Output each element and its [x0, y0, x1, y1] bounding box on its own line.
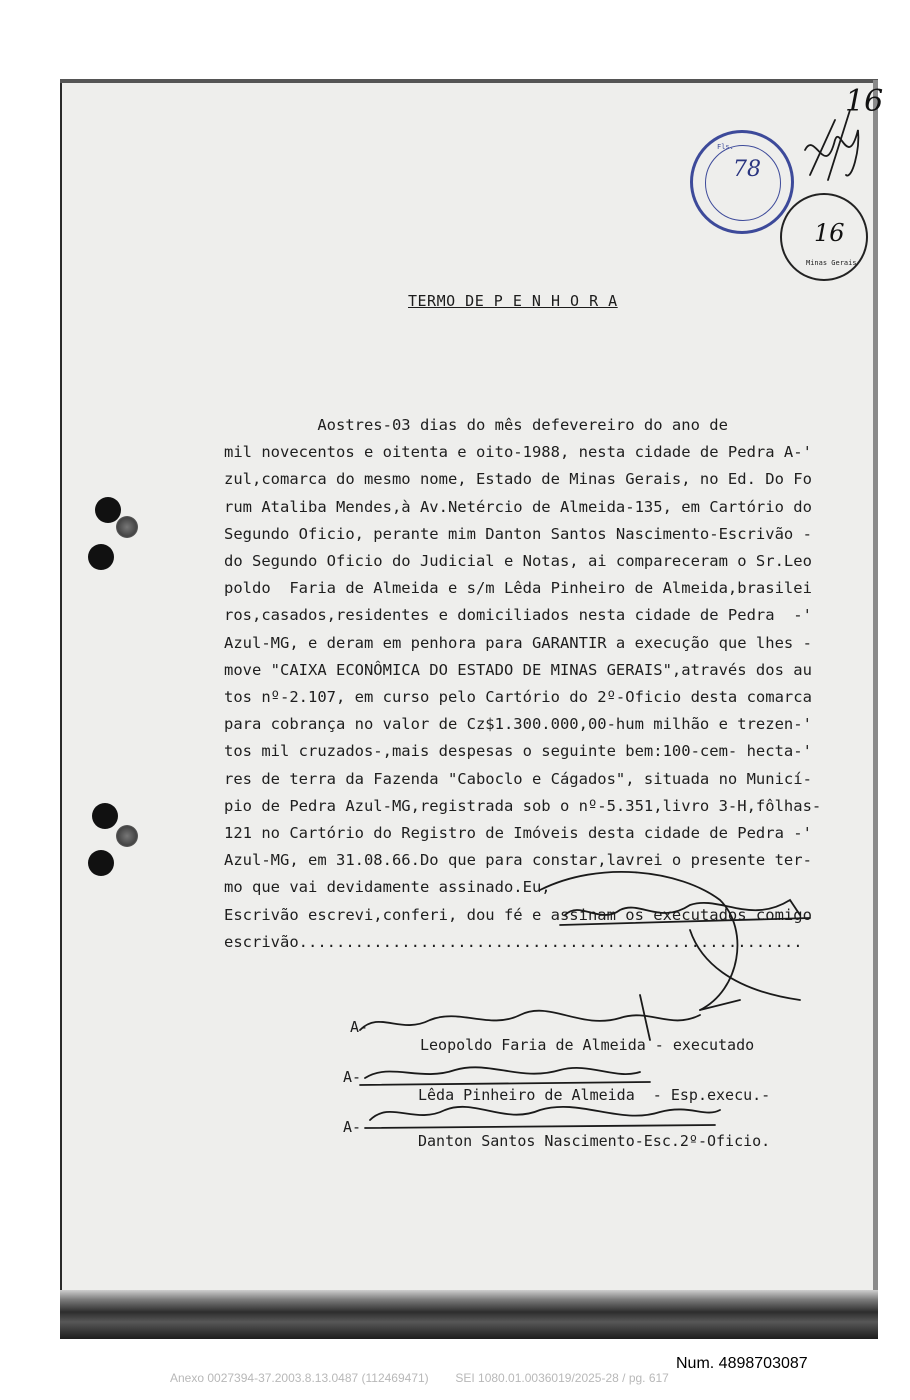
- body-line: rum Ataliba Mendes,à Av.Netércio de Almeida-135, em Cartório do: [224, 497, 812, 516]
- body-line: para cobrança no valor de Cz$1.300.000,00-hum milhão e trezen-': [224, 715, 812, 734]
- body-line: Segundo Oficio, perante mim Danton Santos Nascimento-Escrivão -: [224, 524, 812, 543]
- corner-page-number: 16: [845, 84, 884, 119]
- body-line: zul,comarca do mesmo nome, Estado de Minas Gerais, no Ed. Do Fo: [224, 470, 812, 489]
- document-title: TERMO DE P E N H O R A: [408, 292, 618, 310]
- document-number: Num. 4898703087: [676, 1355, 808, 1372]
- body-line: res de terra da Fazenda "Caboclo e Cágados", situada no Municí-: [224, 769, 812, 788]
- body-line: 121 no Cartório do Registro de Imóveis desta cidade de Pedra -': [224, 824, 812, 843]
- body-line: move "CAIXA ECONÔMICA DO ESTADO DE MINAS GERAIS",através dos au: [224, 660, 812, 679]
- body-line: escrivão......................................................: [224, 932, 803, 951]
- signature-name-1: Leopoldo Faria de Almeida - executado: [420, 1036, 755, 1054]
- round-stamp-number: 16: [814, 219, 845, 247]
- signature-name-3: Danton Santos Nascimento-Esc.2º-Oficio.: [418, 1132, 771, 1150]
- body-line: do Segundo Oficio do Judicial e Notas, ai compareceram o Sr.Leo: [224, 552, 812, 571]
- body-line: poldo Faria de Almeida e s/m Lêda Pinheiro de Almeida,brasilei: [224, 579, 812, 598]
- signature-prefix-2: A-: [343, 1068, 362, 1086]
- annex-reference: Anexo 0027394-37.2003.8.13.0487 (112469471) SEI 1080.01.0036019/2025-28 / pg. 617: [170, 1371, 669, 1385]
- body-line: Aostres-03 dias do mês defevereiro do ano de: [224, 416, 728, 434]
- signature-prefix-1: A-: [350, 1018, 369, 1036]
- body-line: Azul-MG, em 31.08.66.Do que para constar,lavrei o presente ter-: [224, 851, 812, 870]
- body-line: mil novecentos e oitenta e oito-1988, nesta cidade de Pedra A-': [224, 443, 812, 462]
- seal-label: Fls.: [717, 143, 734, 151]
- signature-prefix-3: A-: [343, 1118, 362, 1136]
- body-line: tos mil cruzados-,mais despesas o seguinte bem:100-cem- hecta-': [224, 742, 812, 761]
- seal-page-number: 78: [733, 157, 761, 182]
- signature-name-2: Lêda Pinheiro de Almeida - Esp.execu.-: [418, 1086, 771, 1104]
- body-line: pio de Pedra Azul-MG,registrada sob o nº-5.351,livro 3-H,fôlhas-: [224, 796, 822, 815]
- body-line: mo que vai devidamente assinado.Eu,: [224, 878, 551, 897]
- body-line: ros,casados,residentes e domiciliados nesta cidade de Pedra -': [224, 606, 812, 625]
- body-line: Escrivão escrevi,conferi, dou fé e assinam os executados comigo: [224, 905, 812, 924]
- body-line: tos nº-2.107, em curso pelo Cartório do 2º-Oficio desta comarca: [224, 688, 812, 707]
- body-line: Azul-MG, e deram em penhora para GARANTIR a execução que lhes -: [224, 633, 812, 652]
- round-stamp-text: Minas Gerais: [806, 259, 857, 267]
